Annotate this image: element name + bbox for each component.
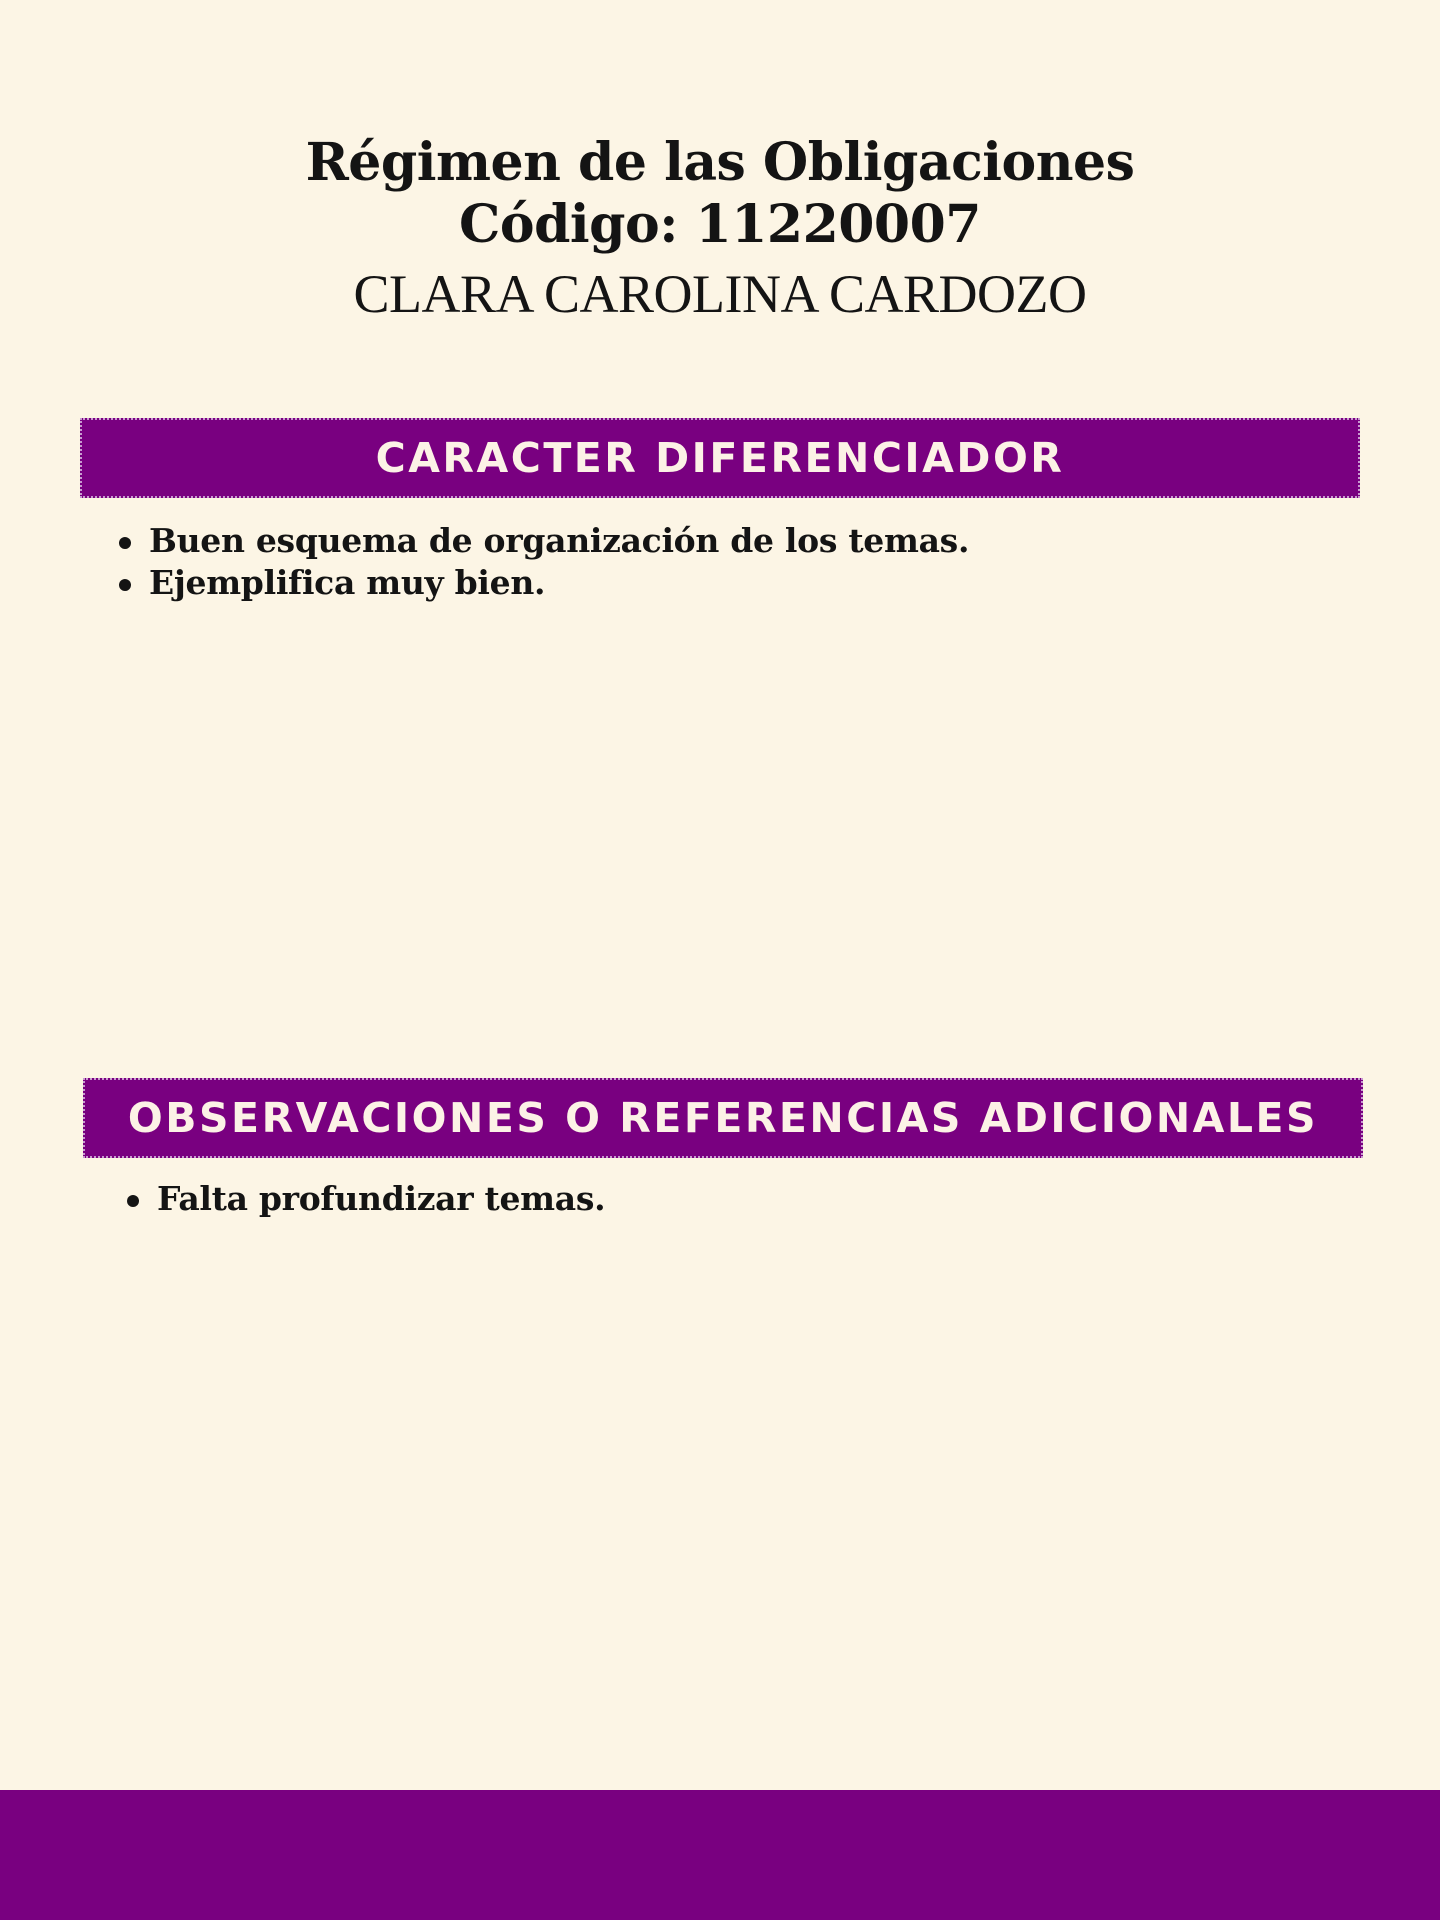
- course-code: Código: 11220007: [459, 194, 981, 255]
- course-title: Régimen de las Obligaciones: [305, 132, 1135, 193]
- author-name: CLARA CAROLINA CARDOZO: [353, 264, 1087, 324]
- section-heading-label: OBSERVACIONES O REFERENCIAS ADICIONALES: [127, 1094, 1319, 1142]
- section-heading-observaciones: [83, 1078, 1363, 1158]
- section-heading-label: CARACTER DIFERENCIADOR: [375, 434, 1065, 482]
- caracter-diferenciador-list: [119, 520, 969, 604]
- section-heading-caracter-diferenciador: [80, 418, 1360, 498]
- observaciones-list: [127, 1178, 605, 1220]
- list-item: Falta profundizar temas.: [127, 1178, 605, 1220]
- document-header: [0, 132, 1440, 332]
- footer-band: [0, 1790, 1440, 1920]
- list-item: Ejemplifica muy bien.: [119, 562, 969, 604]
- list-item: Buen esquema de organización de los temas.: [119, 520, 969, 562]
